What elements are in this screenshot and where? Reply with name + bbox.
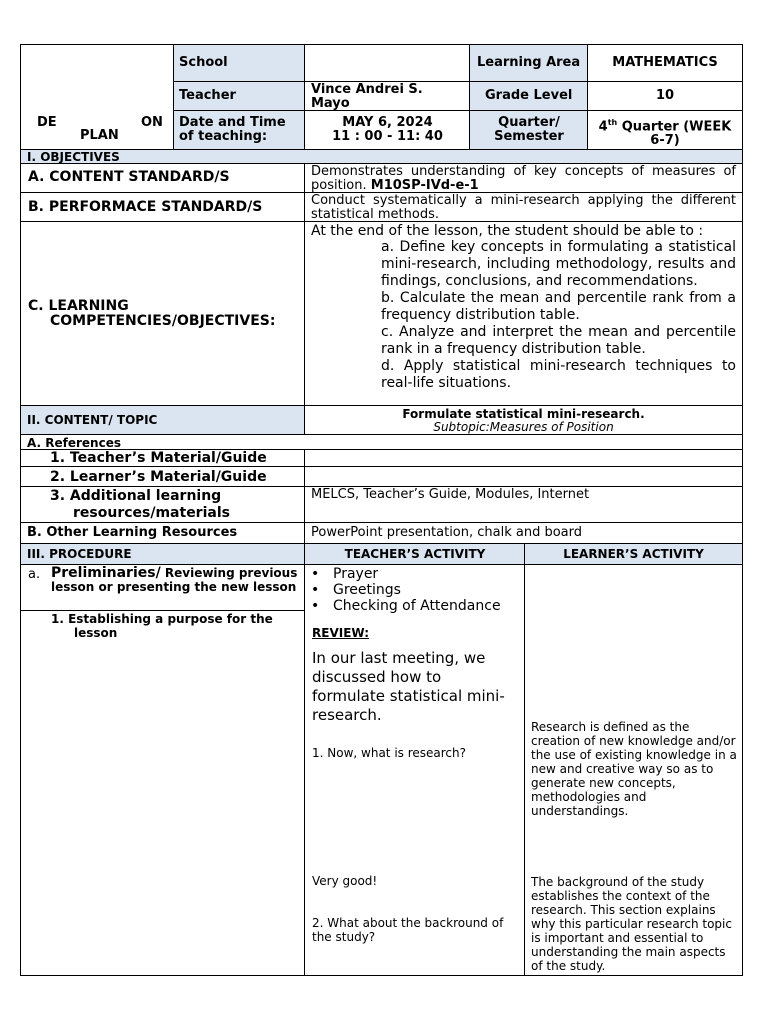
teacher-value: Vince Andrei S. Mayo [311, 82, 423, 111]
ref-teacher-guide-value-cell [305, 450, 742, 467]
competencies-label-cell [21, 222, 305, 406]
teacher-label-cell [174, 82, 305, 111]
ref-teacher-guide-label-cell [21, 450, 305, 467]
answer-research: Research is defined as the creation of new knowledge and/or the use of existing knowledge in a new and creative way so as to generate new concepts, methodologies and understandings. [531, 720, 737, 818]
content-standard-label: A. CONTENT STANDARD/S [28, 169, 230, 185]
teacher-activity-heading-cell [305, 544, 525, 565]
teacher-label: Teacher [179, 88, 236, 103]
ref-additional-value-cell [305, 487, 742, 523]
teacher-activity-heading: TEACHER’S ACTIVITY [344, 547, 486, 561]
competencies-label-2: COMPETENCIES/OBJECTIVES: [50, 313, 276, 329]
ref-additional-value: MELCS, Teacher’s Guide, Modules, Internet [311, 487, 590, 502]
ref-teacher-guide-label: 1. Teacher’s Material/Guide [50, 450, 267, 466]
ref-learner-guide-value-cell [305, 467, 742, 487]
other-resources-value-cell [305, 523, 742, 544]
prelim-letter: a. [28, 567, 41, 582]
opening-bullets [305, 566, 520, 614]
grade-level-value: 10 [655, 88, 675, 103]
references-heading: A. References [27, 436, 121, 450]
quarter-value [588, 116, 742, 148]
quarter-sup: th [607, 118, 618, 127]
question-research: 1. Now, what is research? [312, 746, 467, 760]
plan-title-left: DE [37, 115, 57, 130]
other-resources-label: B. Other Learning Resources [27, 525, 238, 540]
question-background: 2. What about the backround of the study? [312, 916, 504, 944]
learning-area-label-cell [470, 45, 588, 82]
school-label-cell [174, 45, 305, 82]
performance-standard-label: B. PERFORMACE STANDARD/S [28, 199, 263, 215]
plan-title-cell [21, 45, 174, 150]
competencies-intro: At the end of the lesson, the student should be able to : [311, 223, 704, 239]
very-good-text: Very good! [312, 874, 378, 888]
content-standard-label-cell [21, 164, 305, 193]
date-label: Date and Time of teaching: [179, 115, 286, 144]
learning-area-value: MATHEMATICS [612, 55, 718, 70]
bullet-prayer: • Prayer [305, 566, 520, 582]
procedure-learner-cell [525, 565, 742, 975]
competency-item: c. Analyze and interpret the mean and percentile rank in a frequency distribution table. [381, 324, 736, 357]
purpose-text: 1. Establishing a purpose for the lesson [51, 612, 273, 640]
review-text: In our last meeting, we discussed how to formulate statistical mini-research. [312, 649, 505, 724]
date-value-1: MAY 6, 2024 [342, 115, 433, 130]
ref-learner-guide-label: 2. Learner’s Material/Guide [50, 469, 267, 485]
other-resources-value: PowerPoint presentation, chalk and board [311, 525, 583, 540]
competency-item: a. Define key concepts in formulating a statistical mini-research, including methodology, results and findings, conclusions, and recommendations. [381, 239, 736, 289]
content-topic: Formulate statistical mini-research. [402, 407, 645, 421]
school-value-cell [305, 45, 470, 82]
other-resources-label-cell [21, 523, 305, 544]
objectives-heading: I. OBJECTIVES [27, 150, 120, 164]
school-label: School [179, 55, 228, 70]
learning-area-value-cell [588, 45, 742, 82]
content-subtopic: Subtopic:Measures of Position [433, 420, 614, 434]
objectives-heading-row [21, 150, 742, 164]
ref-learner-guide-label-cell [21, 467, 305, 487]
teacher-value-cell [305, 82, 470, 111]
performance-standard-value: Conduct systematically a mini-research applying the different statistical methods. [311, 193, 736, 222]
grade-level-value-cell [588, 82, 742, 111]
ref-additional-label: 3. Additional learning resources/materials [50, 488, 230, 521]
performance-standard-label-cell [21, 193, 305, 222]
prelim-text [51, 566, 301, 594]
procedure-heading: III. PROCEDURE [27, 547, 132, 561]
content-standard-value [311, 165, 736, 193]
bullet-attendance: • Checking of Attendance [305, 598, 520, 614]
learner-activity-heading: LEARNER’S ACTIVITY [563, 547, 704, 561]
competency-item: d. Apply statistical mini-research techniques to real-life situations. [381, 358, 736, 391]
content-standard-text: Demonstrates understanding of key concepts of measures of position. [311, 164, 736, 193]
plan-title-line2: PLAN [80, 128, 119, 143]
performance-standard-value-cell [305, 193, 742, 222]
date-value-2: 11 : 00 - 11: 40 [332, 129, 443, 144]
date-value-cell [305, 111, 470, 150]
procedure-left-cell [21, 565, 305, 975]
review-label: REVIEW: [312, 626, 370, 640]
learning-area-label: Learning Area [477, 55, 581, 70]
grade-level-label: Grade Level [485, 88, 573, 103]
quarter-label: Quarter/ Semester [494, 115, 564, 144]
ref-additional-label-cell [21, 487, 305, 523]
prelim-rest: Reviewing previous lesson or presenting the new lesson [51, 566, 298, 594]
content-standard-code: M10SP-IVd-e-1 [370, 178, 479, 193]
content-heading: II. CONTENT/ TOPIC [27, 413, 158, 427]
plan-title-right: ON [141, 115, 163, 130]
quarter-value-cell [588, 111, 742, 150]
quarter-num: 4 [598, 119, 608, 135]
procedure-heading-cell [21, 544, 305, 565]
content-heading-cell [21, 406, 305, 435]
competency-list [381, 239, 736, 392]
bullet-greetings: • Greetings [305, 582, 520, 598]
competency-item: b. Calculate the mean and percentile rank from a frequency distribution table. [381, 290, 736, 323]
learner-activity-heading-cell [525, 544, 742, 565]
quarter-label-cell [470, 111, 588, 150]
lesson-plan-table [20, 44, 743, 976]
competencies-label-1: C. LEARNING [28, 298, 129, 314]
answer-background: The background of the study establishes the context of the research. This section explains why this particular research topic is important and essential to understanding the main aspects of the study. [531, 875, 732, 973]
grade-level-label-cell [470, 82, 588, 111]
prelim-bold: Preliminaries/ [51, 565, 161, 581]
quarter-rest: Quarter (WEEK 6-7) [617, 119, 732, 149]
references-heading-row [21, 435, 742, 450]
competencies-value-cell [305, 222, 742, 406]
content-topic-cell [305, 406, 742, 435]
date-label-cell [174, 111, 305, 150]
content-standard-value-cell [305, 164, 742, 193]
procedure-teacher-cell [305, 565, 525, 975]
